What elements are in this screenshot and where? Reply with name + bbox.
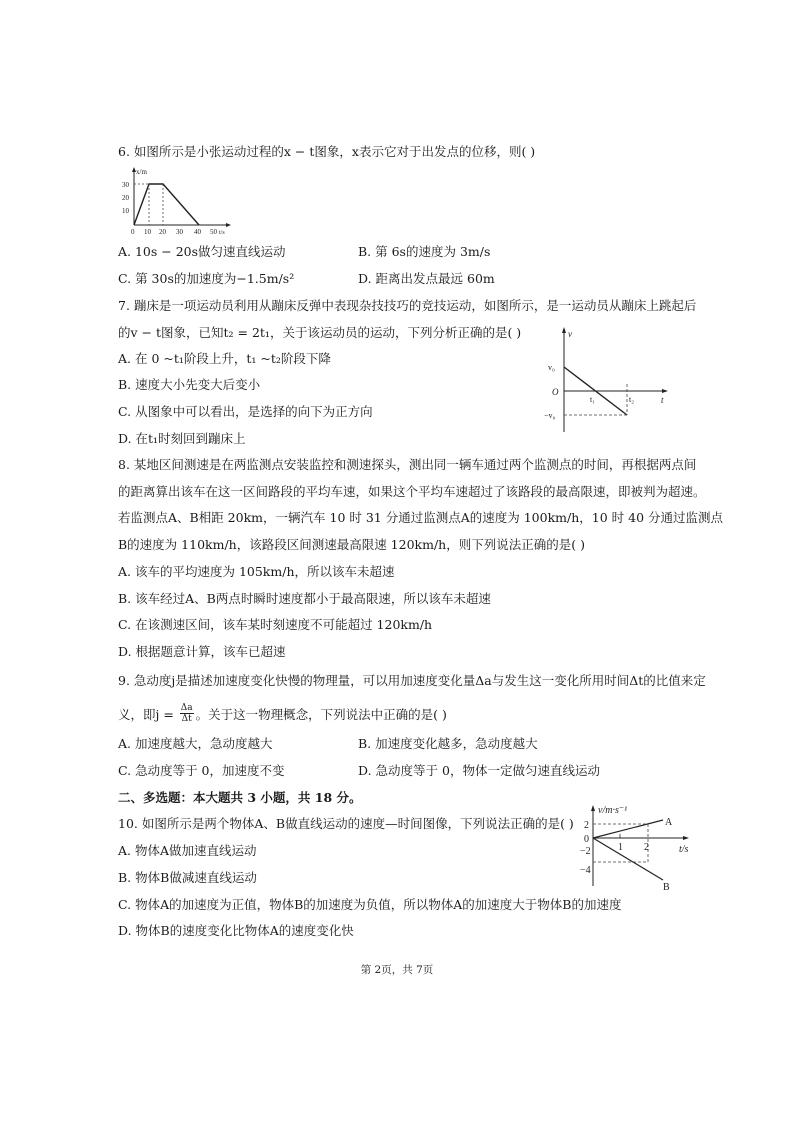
q9-option-b: B. 加速度变化越多，急动度越大 xyxy=(358,736,538,751)
page-footer: 第 2页，共 7页 xyxy=(360,964,434,976)
q6-graph-ytick: 20 xyxy=(122,194,129,202)
q9-fraction xyxy=(180,703,194,724)
q6-graph-xtick: 10 xyxy=(144,228,151,236)
q6-graph-xtick: 0 xyxy=(131,228,135,236)
q9-stem-2-post: 。关于这一物理概念，下列说法中正确的是( ) xyxy=(195,707,447,722)
q6-graph-xtick: 30 xyxy=(176,228,183,236)
q6-stem: 6. 如图所示是小张运动过程的x − t图象，x表示它对于出发点的位移，则( ) xyxy=(118,144,536,159)
q6-xt-graph xyxy=(115,165,235,237)
q7-stem-2: 的v − t图象，已知t₂ = 2t₁，关于该运动员的运动，下列分析正确的是( ) xyxy=(118,325,522,340)
q6-graph-xtick: 40 xyxy=(194,228,201,236)
q10-graph-xtick: 1 xyxy=(618,842,623,853)
q8-option-d: D. 根据题意计算，该车已超速 xyxy=(118,644,286,659)
q10-graph-ytick: 2 xyxy=(584,820,589,831)
q7-option-d: D. 在t₁时刻回到蹦床上 xyxy=(118,431,246,446)
q8-stem-2: 的距离算出该车在这一区间路段的平均车速，如果这个平均车速超过了该路段的最高限速，即被判为超速。 xyxy=(118,484,706,499)
q10-stem: 10. 如图所示是两个物体A、B做直线运动的速度—时间图像，下列说法正确的是( ) xyxy=(118,816,574,831)
q9-stem-2-pre: 义，即j = xyxy=(118,707,178,722)
q10-graph-xtick: 2 xyxy=(644,842,649,853)
q10-option-c: C. 物体A的加速度为正值，物体B的加速度为负值，所以物体A的加速度大于物体B的加速度 xyxy=(118,897,622,912)
q10-vt-graph xyxy=(568,800,708,892)
q6-option-b: B. 第 6s的速度为 3m/s xyxy=(358,244,491,259)
q7-stem-1: 7. 蹦床是一项运动员利用从蹦床反弹中表现杂技技巧的竞技运动，如图所示，是一运动员从蹦床上跳起后 xyxy=(118,298,697,313)
q7-graph-origin: O xyxy=(552,387,559,397)
q6-option-c: C. 第 30s的加速度为−1.5m/s² xyxy=(118,271,295,286)
q10-option-d: D. 物体B的速度变化比物体A的速度变化快 xyxy=(118,923,354,938)
q6-graph-xtick: 20 xyxy=(159,228,166,236)
q10-graph-ytick: 0 xyxy=(584,834,589,845)
q6-graph-ytick: 30 xyxy=(122,181,129,189)
q10-graph-line-a-label: A xyxy=(665,817,673,828)
q8-option-c: C. 在该测速区间，该车某时刻速度不可能超过 120km/h xyxy=(118,617,433,632)
q8-stem-4: B的速度为 110km/h，该路段区间测速最高限速 120km/h，则下列说法正确的是( ) xyxy=(118,537,585,552)
q9-stem-2 xyxy=(118,705,447,726)
q9-stem-1: 9. 急动度j是描述加速度变化快慢的物理量，可以用加速度变化量Δa与发生这一变化所用时间Δt的比值来定 xyxy=(118,673,706,688)
q7-graph-v-label: v xyxy=(568,329,572,339)
section-heading: 二、多选题：本大题共 3 小题，共 18 分。 xyxy=(118,790,362,805)
q10-graph-ytick: −2 xyxy=(580,846,591,857)
q8-option-a: A. 该车的平均速度为 105km/h，所以该车未超速 xyxy=(118,564,395,579)
q9-option-c: C. 急动度等于 0，加速度不变 xyxy=(118,763,285,778)
q10-graph-ytick: −4 xyxy=(580,865,591,876)
q7-option-c: C. 从图象中可以看出，是选择的向下为正方向 xyxy=(118,404,373,419)
q7-graph-v0-label: v₀ xyxy=(548,363,555,372)
q10-graph-line-b-label: B xyxy=(663,882,670,892)
q9-fraction-denominator: Δt xyxy=(181,714,192,724)
q7-graph-neg-v0-label: −v₀ xyxy=(544,411,556,420)
q7-graph-t-label: t xyxy=(661,395,664,405)
q8-stem-1: 8. 某地区间测速是在两监测点安装监控和测速探头，测出同一辆车通过两个监测点的时间，再根据两点间 xyxy=(118,457,697,472)
q7-option-a: A. 在 0 ~t₁阶段上升，t₁ ~t₂阶段下降 xyxy=(118,351,331,366)
q9-option-a: A. 加速度越大，急动度越大 xyxy=(118,736,273,751)
q10-graph-xlabel: t/s xyxy=(679,844,689,855)
q9-fraction-numerator: Δa xyxy=(180,703,193,713)
q8-option-b: B. 该车经过A、B两点时瞬时速度都小于最高限速，所以该车未超速 xyxy=(118,591,491,606)
q6-graph-ylabel: x/m xyxy=(136,168,147,176)
q7-option-b: B. 速度大小先变大后变小 xyxy=(118,377,261,392)
q10-graph-ylabel: v/m·s⁻¹ xyxy=(598,805,628,816)
q9-option-d: D. 急动度等于 0，物体一定做匀速直线运动 xyxy=(358,763,600,778)
q7-graph-t1-label: t₁ xyxy=(590,395,596,404)
q8-stem-3: 若监测点A、B相距 20km，一辆汽车 10 时 31 分通过监测点A的速度为 100km/h，10 时 40 分通过监测点 xyxy=(118,510,724,525)
q10-option-a: A. 物体A做加速直线运动 xyxy=(118,843,257,858)
q7-graph-t2-label: t₂ xyxy=(629,395,635,404)
q7-vt-graph xyxy=(540,322,675,437)
q6-option-d: D. 距离出发点最远 60m xyxy=(358,271,495,286)
q6-graph-xtick: 50 xyxy=(210,228,217,236)
q6-graph-ytick: 10 xyxy=(122,207,129,215)
q6-graph-xunit: t/s xyxy=(219,230,225,236)
q10-option-b: B. 物体B做减速直线运动 xyxy=(118,870,257,885)
q6-option-a: A. 10s − 20s做匀速直线运动 xyxy=(118,244,286,259)
